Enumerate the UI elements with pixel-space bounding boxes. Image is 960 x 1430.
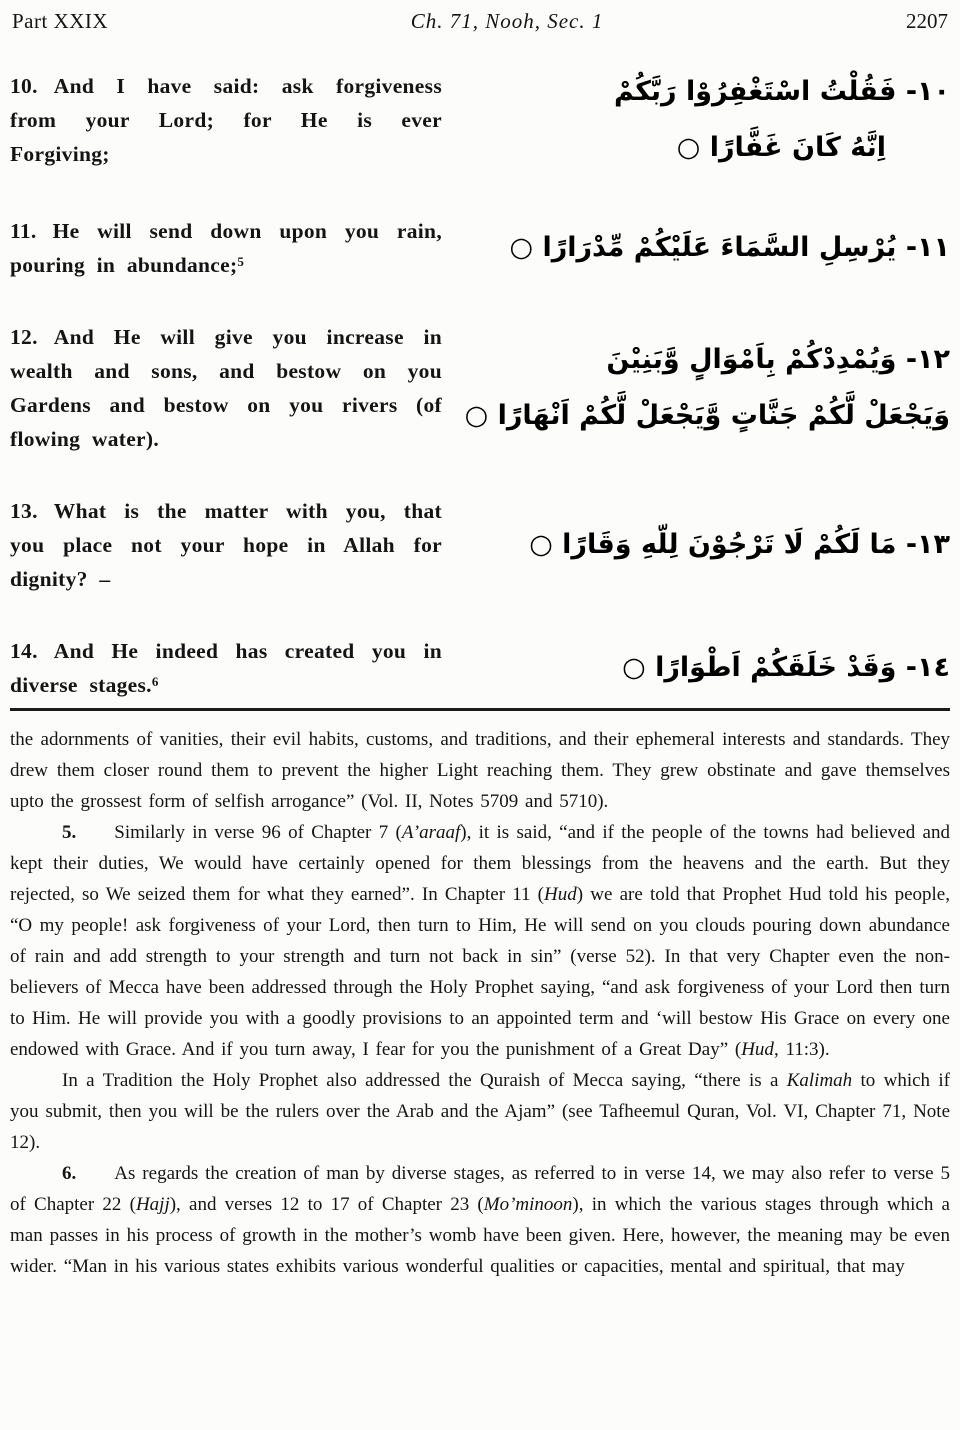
arabic-line: اِنَّهُ كَانَ غَفَّارًا ○ [676,132,886,163]
verse-text: And He indeed has created you in diverse stages. [10,639,442,697]
verse-text: He will send down upon you rain, pouring in abundance; [10,219,442,277]
verse-row-10 [10,64,950,176]
arabic-line: ١٢- وَيُمْدِدْكُمْ بِاَمْوَالٍ وَّبَنِيْنَ [606,344,950,375]
verse-row-13 [10,494,950,596]
commentary-paragraph-tradition: In a Tradition the Holy Prophet also addressed the Quraish of Mecca saying, “there is a Kalimah to which if you submit, then you will be the rulers over the Arab and the Ajam” (see Tafheemul Quran, Vol. VI, Chapter 71, Note 12). [10,1070,950,1153]
arabic-line: وَيَجْعَلْ لَّكُمْ جَنَّاتٍ وَّيَجْعَلْ لَّكُمْ اَنْهَارًا ○ [464,400,950,431]
verse-text: And He will give you increase in wealth and sons, and bestow on you Gardens and bestow on you rivers (of flowing water). [10,325,442,451]
part-label: Part XXIX [12,9,109,33]
verse-row-11 [10,214,950,282]
verse-number: 11. [10,219,37,243]
verse-english-14 [10,634,442,702]
verse-arabic-14 [442,640,950,696]
verse-number: 12. [10,325,38,349]
verse-row-12 [10,320,950,456]
verse-number: 13. [10,499,38,523]
commentary-section [10,724,950,1282]
footnote-marker: 5 [237,254,244,269]
verse-english-11 [10,214,442,282]
arabic-line: ١١- يُرْسِلِ السَّمَاءَ عَلَيْكُمْ مِّدْرَارًا ○ [509,232,950,263]
verse-arabic-11 [442,220,950,276]
verse-number: 10. [10,74,38,98]
verse-arabic-13 [442,517,950,573]
verse-text: And I have said: ask forgiveness from your Lord; for He is ever Forgiving; [10,74,442,166]
page-header [10,6,950,34]
arabic-line: ١٣- مَا لَكُمْ لَا تَرْجُوْنَ لِلّهِ وَقَارًا ○ [529,529,950,560]
verses-section [10,34,950,702]
commentary-paragraph-continuation: the adornments of vanities, their evil habits, customs, and traditions, and their ephemeral interests and standards. They drew them closer round them to prevent the higher Light reaching them. They grew obstinate and gave themselves upto the grossest form of selfish arrogance” (Vol. II, Notes 5709 and 5710). [10,729,950,812]
page-number: 2207 [905,9,948,33]
chapter-heading: Ch. 71, Nooh, Sec. 1 [410,9,604,33]
commentary-paragraph-note-5: 5. Similarly in verse 96 of Chapter 7 (A’araaf), it is said, “and if the people of the towns had believed and kept their duties, We would have certainly opened for them blessings from the heavens and the earth. But they rejected, so We seized them for what they earned”. In Chapter 11 (Hud) we are told that Prophet Hud told his people, “O my people! ask forgiveness of your Lord, then turn to Him, He will send on you clouds pouring down abundance of rain and add strength to your strength and turn not back in sin” (verse 52). In that very Chapter even the non-believers of Mecca have been addressed through the Holy Prophet saying, “and ask forgiveness of your Lord then turn to Him. He will provide you with a goodly provisions to an appointed term and ‘will bestow His Grace on every one endowed with Grace. And if you turn away, I fear for you the punishment of a Great Day” (Hud, 11:3). [10,822,950,1060]
commentary-paragraph-note-6: 6. As regards the creation of man by diverse stages, as referred to in verse 14, we may also refer to verse 5 of Chapter 22 (Hajj), and verses 12 to 17 of Chapter 23 (Mo’minoon), in which the various stages through which a man passes in his process of growth in the mother’s womb have been given. Here, however, the meaning may be even wider. “Man in his various states exhibits various wonderful qualities or capacities, mental and spiritual, that may [10,1163,950,1277]
verse-number: 14. [10,639,38,663]
verse-english-12 [10,320,442,456]
verse-english-10 [10,69,442,171]
verse-english-13 [10,494,442,596]
section-divider [10,708,950,711]
arabic-line: ١٤- وَقَدْ خَلَقَكُمْ اَطْوَارًا ○ [622,652,950,683]
arabic-line: ١٠- فَقُلْتُ اسْتَغْفِرُوْا رَبَّكُمْ [614,76,950,107]
verse-arabic-12 [442,332,950,444]
verse-text: What is the matter with you, that you place not your hope in Allah for dignity? – [10,499,442,591]
verse-arabic-10 [442,64,950,176]
footnote-marker: 6 [151,674,159,689]
verse-row-14 [10,634,950,702]
